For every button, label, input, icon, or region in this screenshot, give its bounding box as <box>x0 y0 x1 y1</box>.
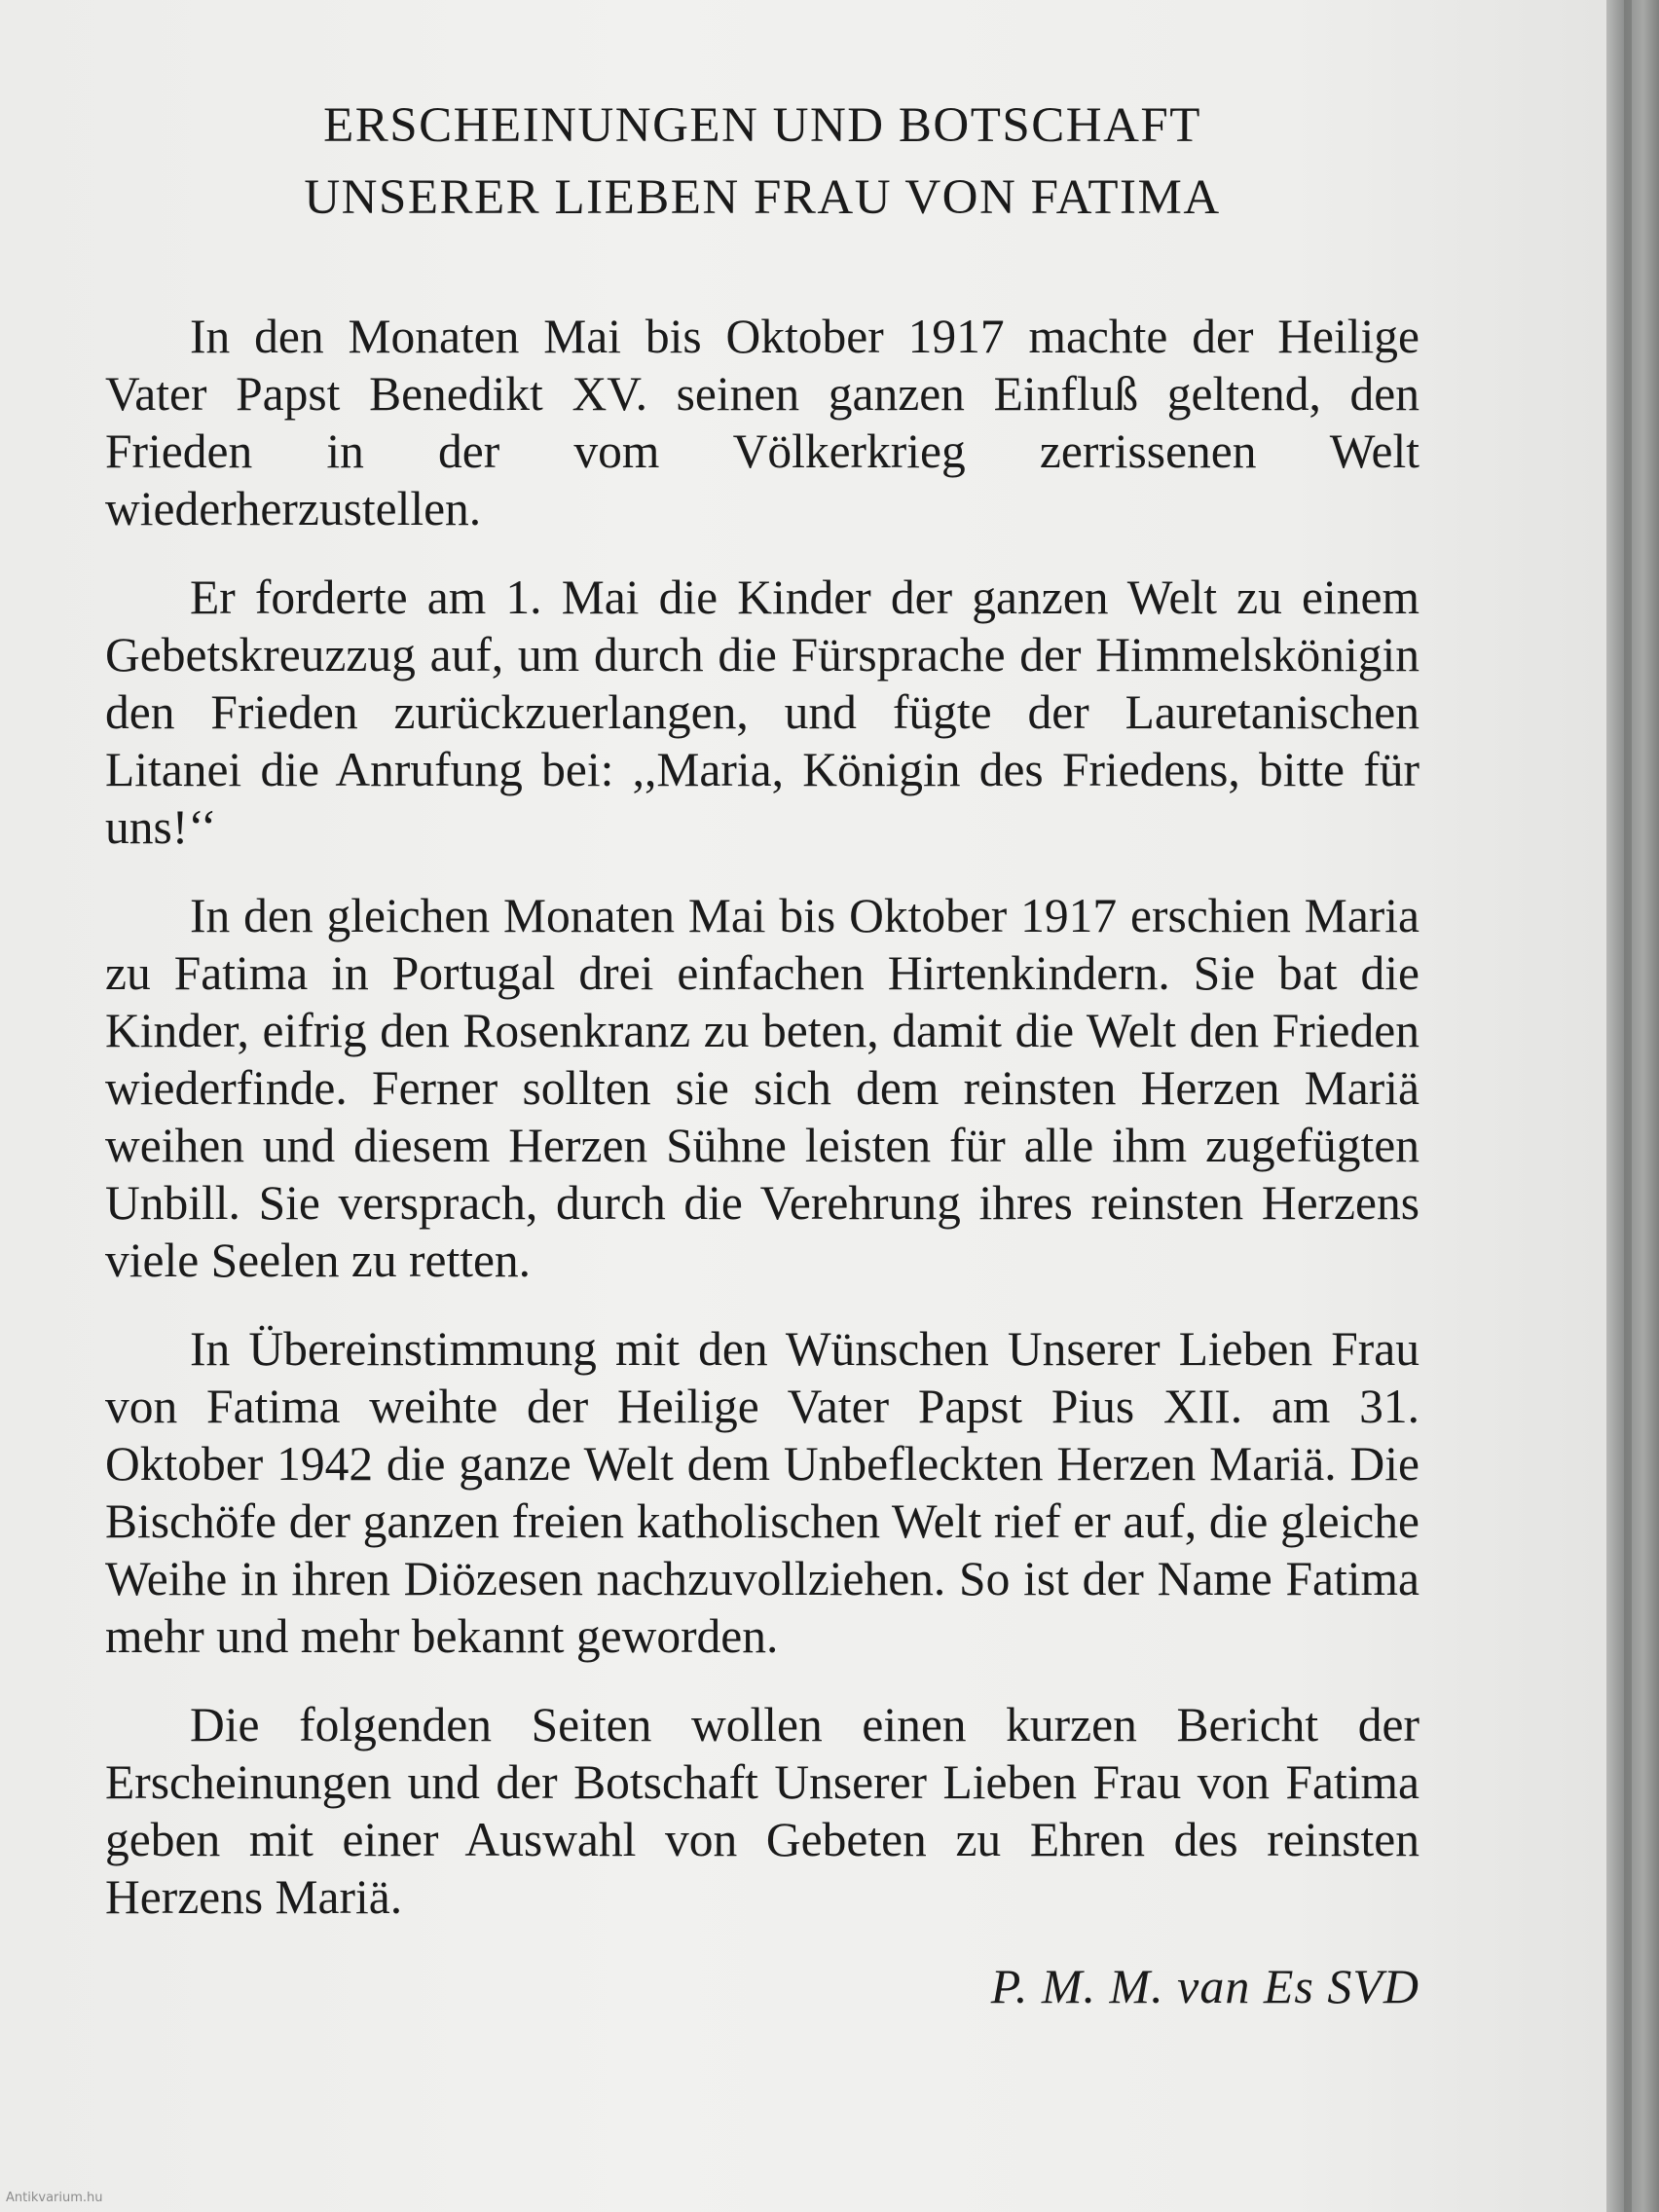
title-line-2: UNSERER LIEBEN FRAU VON FATIMA <box>304 170 1221 225</box>
title-line-1: ERSCHEINUNGEN UND BOTSCHAFT <box>323 98 1201 153</box>
paragraph-3: In den gleichen Monaten Mai bis Oktober 1917 erschien Maria zu Fatima in Portugal drei einfachen Hirtenkindern. Sie bat die Kinder, eifrig den Rosenkranz zu beten, damit die Welt den Frieden wiederfinde. Ferner sollten sie sich dem reinsten Herzen Mariä weihen und diesem Herzen Sühne leisten für alle ihm zugefügten Unbill. Sie versprach, durch die Verehrung ihres reinsten Herzens viele Seelen zu retten. <box>105 889 1419 1287</box>
page-edge-stripe <box>1624 0 1632 2212</box>
author-signature: P. M. M. van Es SVD <box>990 1959 1419 2013</box>
paragraph-5: Die folgenden Seiten wollen einen kurzen Bericht der Erscheinungen und der Botschaft Unserer Lieben Frau von Fatima geben mit einer Auswahl von Gebeten zu Ehren des reinsten Herzens Mariä. <box>105 1698 1419 1924</box>
page-edge-shadow <box>1606 0 1659 2212</box>
watermark: Antikvarium.hu <box>6 2191 103 2205</box>
paragraph-2: Er forderte am 1. Mai die Kinder der ganzen Welt zu einem Gebetskreuzzug auf, um durch die Fürsprache der Himmelskönigin den Frieden zurückzuerlangen, und fügte der Lauretanischen Litanei die Anrufung bei: ,,Maria, Königin des Friedens, bitte für uns!‘‘ <box>105 571 1419 854</box>
paragraph-1: In den Monaten Mai bis Oktober 1917 machte der Heilige Vater Papst Benedikt XV. seinen ganzen Einfluß geltend, den Frieden in der vom Völkerkrieg zerrissenen Welt wiederherzustellen. <box>105 310 1419 535</box>
page-content <box>105 90 1419 2015</box>
paragraph-4: In Übereinstimmung mit den Wünschen Unserer Lieben Frau von Fatima weihte der Heilige Vater Papst Pius XII. am 31. Oktober 1942 die ganze Welt dem Unbefleckten Herzen Mariä. Die Bischöfe der ganzen freien katholischen Welt rief er auf, die gleiche Weihe in ihren Diözesen nachzuvollziehen. So ist der Name Fatima mehr und mehr bekannt geworden. <box>105 1322 1419 1663</box>
page-title <box>105 90 1419 234</box>
